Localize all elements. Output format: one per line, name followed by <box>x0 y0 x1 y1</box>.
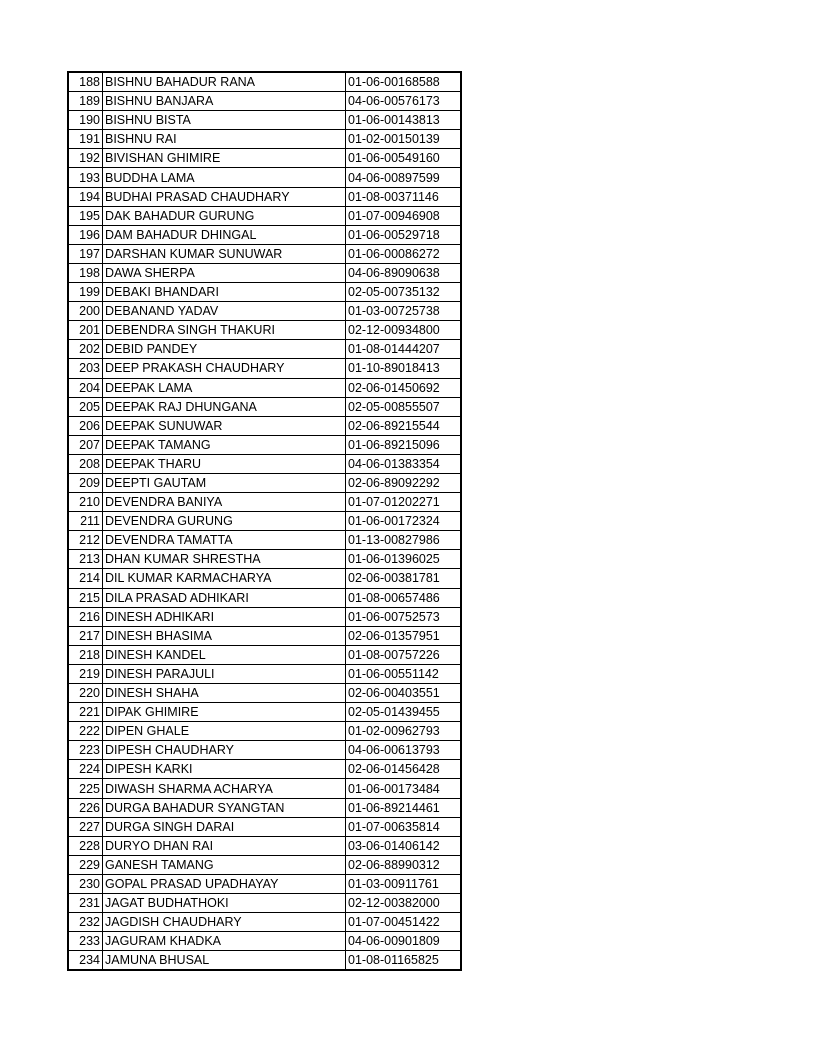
table-row <box>69 302 461 321</box>
name-cell: DURYO DHAN RAI <box>103 836 346 855</box>
table-row <box>69 473 461 492</box>
serial-number-cell: 225 <box>69 779 103 798</box>
table-row <box>69 493 461 512</box>
name-cell: DAWA SHERPA <box>103 263 346 282</box>
table-row <box>69 206 461 225</box>
table-row <box>69 722 461 741</box>
code-cell: 04-06-00613793 <box>346 741 461 760</box>
serial-number-cell: 213 <box>69 550 103 569</box>
name-cell: BISHNU BANJARA <box>103 92 346 111</box>
serial-number-cell: 224 <box>69 760 103 779</box>
table-row <box>69 187 461 206</box>
name-cell: BUDHAI PRASAD CHAUDHARY <box>103 187 346 206</box>
name-cell: DEBENDRA SINGH THAKURI <box>103 321 346 340</box>
serial-number-cell: 228 <box>69 836 103 855</box>
name-cell: JAGAT BUDHATHOKI <box>103 894 346 913</box>
name-cell: DAK BAHADUR GURUNG <box>103 206 346 225</box>
table-row <box>69 932 461 951</box>
name-cell: DINESH SHAHA <box>103 684 346 703</box>
serial-number-cell: 216 <box>69 607 103 626</box>
name-cell: DARSHAN KUMAR SUNUWAR <box>103 244 346 263</box>
code-cell: 02-12-00934800 <box>346 321 461 340</box>
name-cell: JAMUNA BHUSAL <box>103 951 346 970</box>
name-cell: DIPESH KARKI <box>103 760 346 779</box>
code-cell: 01-03-00725738 <box>346 302 461 321</box>
table-row <box>69 168 461 187</box>
code-cell: 01-07-01202271 <box>346 493 461 512</box>
code-cell: 01-06-89214461 <box>346 798 461 817</box>
serial-number-cell: 211 <box>69 512 103 531</box>
table-row <box>69 664 461 683</box>
table-row <box>69 569 461 588</box>
serial-number-cell: 192 <box>69 149 103 168</box>
code-cell: 01-08-01165825 <box>346 951 461 970</box>
code-cell: 02-06-89092292 <box>346 473 461 492</box>
serial-number-cell: 193 <box>69 168 103 187</box>
table-row <box>69 741 461 760</box>
code-cell: 02-05-00735132 <box>346 283 461 302</box>
serial-number-cell: 212 <box>69 531 103 550</box>
serial-number-cell: 223 <box>69 741 103 760</box>
code-cell: 02-06-88990312 <box>346 855 461 874</box>
serial-number-cell: 206 <box>69 416 103 435</box>
name-cell: DEVENDRA GURUNG <box>103 512 346 531</box>
name-cell: DEEPAK THARU <box>103 454 346 473</box>
code-cell: 03-06-01406142 <box>346 836 461 855</box>
code-cell: 01-06-00551142 <box>346 664 461 683</box>
serial-number-cell: 189 <box>69 92 103 111</box>
code-cell: 01-06-00086272 <box>346 244 461 263</box>
name-cell: DEEPAK RAJ DHUNGANA <box>103 397 346 416</box>
serial-number-cell: 231 <box>69 894 103 913</box>
serial-number-cell: 230 <box>69 874 103 893</box>
serial-number-cell: 207 <box>69 435 103 454</box>
name-cell: DEEPAK TAMANG <box>103 435 346 454</box>
code-cell: 01-06-89215096 <box>346 435 461 454</box>
code-cell: 01-07-00451422 <box>346 913 461 932</box>
table-row <box>69 111 461 130</box>
table-row <box>69 836 461 855</box>
table-row <box>69 225 461 244</box>
serial-number-cell: 194 <box>69 187 103 206</box>
code-cell: 04-06-89090638 <box>346 263 461 282</box>
table-body <box>69 73 461 970</box>
serial-number-cell: 197 <box>69 244 103 263</box>
serial-number-cell: 222 <box>69 722 103 741</box>
name-cell: BISHNU RAI <box>103 130 346 149</box>
code-cell: 01-06-00173484 <box>346 779 461 798</box>
table-row <box>69 855 461 874</box>
table-row <box>69 321 461 340</box>
table-row <box>69 874 461 893</box>
name-cell: DIL KUMAR KARMACHARYA <box>103 569 346 588</box>
serial-number-cell: 208 <box>69 454 103 473</box>
serial-number-cell: 232 <box>69 913 103 932</box>
serial-number-cell: 203 <box>69 359 103 378</box>
serial-number-cell: 200 <box>69 302 103 321</box>
table-row <box>69 435 461 454</box>
table-row <box>69 894 461 913</box>
name-cell: JAGURAM KHADKA <box>103 932 346 951</box>
name-cell: DIPEN GHALE <box>103 722 346 741</box>
code-cell: 01-06-00168588 <box>346 73 461 92</box>
serial-number-cell: 226 <box>69 798 103 817</box>
name-cell: DINESH KANDEL <box>103 645 346 664</box>
table-row <box>69 92 461 111</box>
name-cell: DIPAK GHIMIRE <box>103 703 346 722</box>
name-cell: DEBANAND YADAV <box>103 302 346 321</box>
code-cell: 02-05-00855507 <box>346 397 461 416</box>
table-row <box>69 263 461 282</box>
name-cell: GOPAL PRASAD UPADHAYAY <box>103 874 346 893</box>
code-cell: 01-13-00827986 <box>346 531 461 550</box>
serial-number-cell: 205 <box>69 397 103 416</box>
table-row <box>69 817 461 836</box>
serial-number-cell: 227 <box>69 817 103 836</box>
table-row <box>69 703 461 722</box>
serial-number-cell: 234 <box>69 951 103 970</box>
code-cell: 02-05-01439455 <box>346 703 461 722</box>
table-row <box>69 684 461 703</box>
code-cell: 01-06-00143813 <box>346 111 461 130</box>
code-cell: 01-06-00529718 <box>346 225 461 244</box>
serial-number-cell: 220 <box>69 684 103 703</box>
name-cell: DEEPAK LAMA <box>103 378 346 397</box>
name-cell: DURGA SINGH DARAI <box>103 817 346 836</box>
table-row <box>69 397 461 416</box>
serial-number-cell: 229 <box>69 855 103 874</box>
name-cell: DHAN KUMAR SHRESTHA <box>103 550 346 569</box>
code-cell: 01-03-00911761 <box>346 874 461 893</box>
table-row <box>69 283 461 302</box>
table-row <box>69 378 461 397</box>
name-cell: DINESH ADHIKARI <box>103 607 346 626</box>
table-row <box>69 588 461 607</box>
code-cell: 01-08-00657486 <box>346 588 461 607</box>
code-cell: 01-06-00172324 <box>346 512 461 531</box>
serial-number-cell: 233 <box>69 932 103 951</box>
code-cell: 02-06-00403551 <box>346 684 461 703</box>
serial-number-cell: 190 <box>69 111 103 130</box>
name-cell: GANESH TAMANG <box>103 855 346 874</box>
table-row <box>69 454 461 473</box>
serial-number-cell: 218 <box>69 645 103 664</box>
name-cell: DEEPTI GAUTAM <box>103 473 346 492</box>
table-row <box>69 645 461 664</box>
name-cell: BISHNU BAHADUR RANA <box>103 73 346 92</box>
table-row <box>69 130 461 149</box>
serial-number-cell: 219 <box>69 664 103 683</box>
table-row <box>69 779 461 798</box>
serial-number-cell: 191 <box>69 130 103 149</box>
serial-number-cell: 188 <box>69 73 103 92</box>
name-cell: DEVENDRA TAMATTA <box>103 531 346 550</box>
name-cell: DIPESH CHAUDHARY <box>103 741 346 760</box>
code-cell: 01-07-00635814 <box>346 817 461 836</box>
name-cell: DURGA BAHADUR SYANGTAN <box>103 798 346 817</box>
code-cell: 02-06-01456428 <box>346 760 461 779</box>
data-table <box>68 72 461 970</box>
table-row <box>69 913 461 932</box>
table-row <box>69 416 461 435</box>
serial-number-cell: 209 <box>69 473 103 492</box>
serial-number-cell: 202 <box>69 340 103 359</box>
serial-number-cell: 217 <box>69 626 103 645</box>
code-cell: 02-06-00381781 <box>346 569 461 588</box>
serial-number-cell: 221 <box>69 703 103 722</box>
table-row <box>69 607 461 626</box>
table-row <box>69 149 461 168</box>
name-cell: DEBID PANDEY <box>103 340 346 359</box>
serial-number-cell: 214 <box>69 569 103 588</box>
code-cell: 02-06-01357951 <box>346 626 461 645</box>
code-cell: 04-06-00901809 <box>346 932 461 951</box>
name-cell: JAGDISH CHAUDHARY <box>103 913 346 932</box>
name-cell: DIWASH SHARMA ACHARYA <box>103 779 346 798</box>
name-cell: DEVENDRA BANIYA <box>103 493 346 512</box>
table-row <box>69 244 461 263</box>
table-row <box>69 760 461 779</box>
code-cell: 01-02-00962793 <box>346 722 461 741</box>
code-cell: 01-06-00752573 <box>346 607 461 626</box>
code-cell: 01-06-01396025 <box>346 550 461 569</box>
name-cell: DEBAKI BHANDARI <box>103 283 346 302</box>
name-cell: BUDDHA LAMA <box>103 168 346 187</box>
code-cell: 02-06-89215544 <box>346 416 461 435</box>
table-row <box>69 550 461 569</box>
serial-number-cell: 204 <box>69 378 103 397</box>
code-cell: 04-06-00897599 <box>346 168 461 187</box>
name-cell: DAM BAHADUR DHINGAL <box>103 225 346 244</box>
code-cell: 01-08-00757226 <box>346 645 461 664</box>
table-row <box>69 626 461 645</box>
code-cell: 01-08-01444207 <box>346 340 461 359</box>
code-cell: 01-02-00150139 <box>346 130 461 149</box>
code-cell: 02-12-00382000 <box>346 894 461 913</box>
table-row <box>69 798 461 817</box>
table-row <box>69 531 461 550</box>
code-cell: 01-07-00946908 <box>346 206 461 225</box>
code-cell: 01-08-00371146 <box>346 187 461 206</box>
table-row <box>69 951 461 970</box>
name-cell: DILA PRASAD ADHIKARI <box>103 588 346 607</box>
code-cell: 04-06-01383354 <box>346 454 461 473</box>
table-row <box>69 512 461 531</box>
name-cell: DEEPAK SUNUWAR <box>103 416 346 435</box>
code-cell: 01-06-00549160 <box>346 149 461 168</box>
name-cell: BISHNU BISTA <box>103 111 346 130</box>
serial-number-cell: 198 <box>69 263 103 282</box>
table-row <box>69 340 461 359</box>
code-cell: 01-10-89018413 <box>346 359 461 378</box>
serial-number-cell: 199 <box>69 283 103 302</box>
serial-number-cell: 196 <box>69 225 103 244</box>
code-cell: 02-06-01450692 <box>346 378 461 397</box>
name-cell: DEEP PRAKASH CHAUDHARY <box>103 359 346 378</box>
serial-number-cell: 195 <box>69 206 103 225</box>
serial-number-cell: 201 <box>69 321 103 340</box>
code-cell: 04-06-00576173 <box>346 92 461 111</box>
name-cell: DINESH PARAJULI <box>103 664 346 683</box>
name-cell: BIVISHAN GHIMIRE <box>103 149 346 168</box>
table-row <box>69 359 461 378</box>
serial-number-cell: 215 <box>69 588 103 607</box>
serial-number-cell: 210 <box>69 493 103 512</box>
name-cell: DINESH BHASIMA <box>103 626 346 645</box>
table-row <box>69 73 461 92</box>
